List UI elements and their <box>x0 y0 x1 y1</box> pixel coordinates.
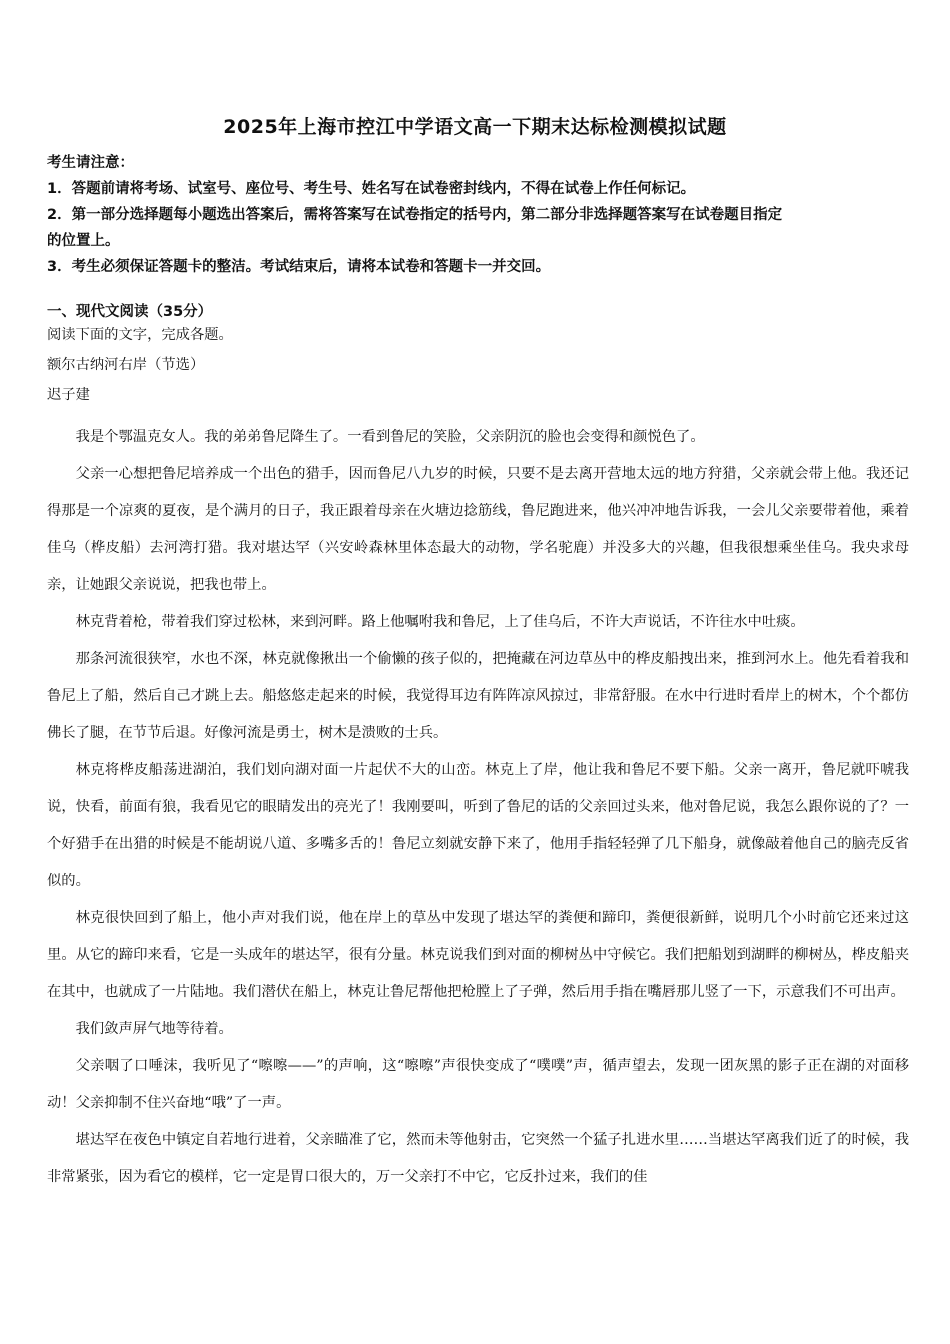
page-title: 2025年上海市控江中学语文高一下期末达标检测模拟试题 <box>223 116 727 138</box>
notice-heading: 考生请注意： <box>47 155 134 171</box>
paragraph: 我是个鄂温克女人。我的弟弟鲁尼降生了。一看到鲁尼的笑脸，父亲阴沉的脸也会变得和颜悦色了。 <box>75 429 705 445</box>
article-title: 额尔古纳河右岸（节选） <box>47 357 205 373</box>
paragraph: 父亲咽了口唾沫，我听见了“嚓嚓——”的声响，这“嚓嚓”声很快变成了“噗噗”声，循声望去，发现一团灰黑的影子正在湖的对面移动！父亲抑制不住兴奋地“哦”了一声。 <box>47 1058 909 1111</box>
reading-intro <box>47 320 909 410</box>
paragraph: 林克将桦皮船荡进湖泊，我们划向湖对面一片起伏不大的山峦。林克上了岸，他让我和鲁尼不要下船。父亲一离开，鲁尼就吓唬我说，快看，前面有狼，我看见它的眼睛发出的亮光了！我刚要叫，听到了鲁尼的话的父亲回过头来，他对鲁尼说，我怎么跟你说的了？一个好猎手在出猎的时候是不能胡说八道、多嘴多舌的！鲁尼立刻就安静下来了，他用手指轻轻弹了几下船身，就像敲着他自己的脑壳反省似的。 <box>47 762 909 889</box>
paragraph: 林克很快回到了船上，他小声对我们说，他在岸上的草丛中发现了堪达罕的粪便和蹄印，粪便很新鲜，说明几个小时前它还来过这里。从它的蹄印来看，它是一头成年的堪达罕，很有分量。林克说我们到对面的柳树丛中守候它。我们把船划到湖畔的柳树丛，桦皮船夹在其中，也就成了一片陆地。我们潜伏在船上，林克让鲁尼帮他把枪膛上了子弹，然后用手指在嘴唇那儿竖了一下，示意我们不可出声。 <box>47 910 909 1000</box>
notice-item-2: 2．第一部分选择题每小题选出答案后，需将答案写在试卷指定的括号内，第二部分非选择题答案写在试卷题目指定 <box>47 207 783 223</box>
paragraph: 堪达罕在夜色中镇定自若地行进着，父亲瞄准了它，然而未等他射击，它突然一个猛子扎进水里……当堪达罕离我们近了的时候，我非常紧张，因为看它的模样，它一定是胃口很大的，万一父亲打不中它，它反扑过来，我们的佳 <box>47 1132 909 1185</box>
article-body <box>47 419 909 1196</box>
exam-notice <box>47 150 907 280</box>
notice-item-2-continued: 的位置上。 <box>47 233 120 249</box>
paragraph: 父亲一心想把鲁尼培养成一个出色的猎手，因而鲁尼八九岁的时候，只要不是去离开营地太远的地方狩猎，父亲就会带上他。我还记得那是一个凉爽的夏夜，是个满月的日子，我正跟着母亲在火塘边捻筋线，鲁尼跑进来，他兴冲冲地告诉我，一会儿父亲要带着他，乘着佳乌（桦皮船）去河湾打猎。我对堪达罕（兴安岭森林里体态最大的动物，学名驼鹿）并没多大的兴趣，但我很想乘坐佳乌。我央求母亲，让她跟父亲说说，把我也带上。 <box>47 466 909 593</box>
paragraph: 那条河流很狭窄，水也不深，林克就像揪出一个偷懒的孩子似的，把掩藏在河边草丛中的桦皮船拽出来，推到河水上。他先看着我和鲁尼上了船，然后自己才跳上去。船悠悠走起来的时候，我觉得耳边有阵阵凉风掠过，非常舒服。在水中行进时看岸上的树木，个个都仿佛长了腿，在节节后退。好像河流是勇士，树木是溃败的士兵。 <box>47 651 909 741</box>
article-author: 迟子建 <box>47 387 90 403</box>
paragraph: 我们敛声屏气地等待着。 <box>75 1021 233 1037</box>
reading-instruction: 阅读下面的文字，完成各题。 <box>47 327 233 343</box>
notice-item-3: 3．考生必须保证答题卡的整洁。考试结束后，请将本试卷和答题卡一并交回。 <box>47 259 551 275</box>
paragraph: 林克背着枪，带着我们穿过松林，来到河畔。路上他嘱咐我和鲁尼，上了佳乌后，不许大声说话，不许往水中吐痰。 <box>75 614 805 630</box>
notice-item-1: 1．答题前请将考场、试室号、座位号、考生号、姓名写在试卷密封线内，不得在试卷上作任何标记。 <box>47 181 696 197</box>
section-heading: 一、现代文阅读（35分） <box>47 304 213 320</box>
